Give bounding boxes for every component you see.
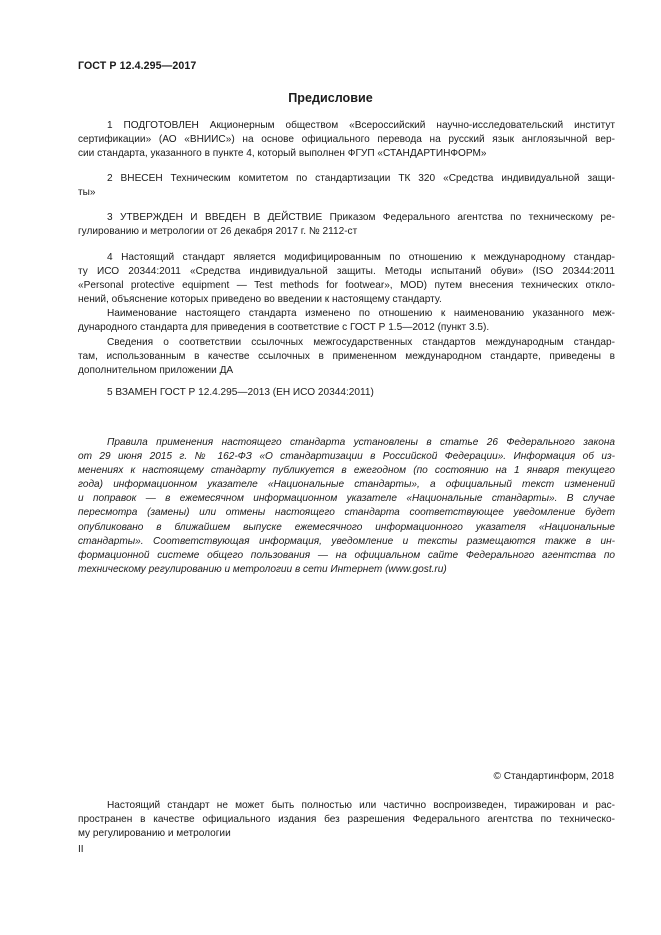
text-line: 5 ВЗАМЕН ГОСТ Р 12.4.295—2013 (ЕН ИСО 20344:2011) (107, 387, 374, 398)
text-line: Правила применения настоящего стандарта установлены в статье 26 Федерального закона (107, 437, 615, 448)
text-line: формационной системе общего пользования — на официальном сайте Федерального агентства по (78, 549, 615, 561)
text-line: сертификации» (АО «ВНИИС») на основе официального перевода на русский язык англоязычной вер- (78, 134, 615, 146)
usage-notice (78, 436, 615, 577)
text-line: Наименование настоящего стандарта изменено по отношению к наименованию указанного меж- (107, 308, 615, 320)
text-line: и поправок — в ежемесячном информационном указателе «Национальные стандарты». В случае (78, 493, 615, 505)
reproduction-notice (78, 799, 615, 841)
foreword-item-5 (78, 386, 615, 400)
text-line: му регулированию и метрологии (78, 828, 231, 840)
text-line: пространен в качестве официального издания без разрешения Федерального агентства по техническо- (78, 814, 615, 826)
text-line: от 29 июня 2015 г. № 162-ФЗ «О стандартизации в Российской Федерации». Информация об из- (78, 451, 615, 463)
text-line: ты» (78, 187, 96, 199)
page-title: Предисловие (288, 91, 373, 105)
text-line: Сведения о соответствии ссылочных межгосударственных стандартов международным стандар- (107, 336, 615, 348)
text-line: стандарты». Соответствующая информация, уведомление и тексты размещаются также в ин- (78, 535, 615, 547)
text-line: техническому регулированию и метрологии в сети Интернет (www.gost.ru) (78, 563, 447, 575)
text-line: там, использованным в качестве ссылочных в примененном международном стандарте, приведены в (78, 350, 615, 362)
foreword-item-2 (78, 172, 615, 200)
text-line: 1 ПОДГОТОВЛЕН Акционерным обществом «Всероссийский научно-исследовательский институт (107, 120, 615, 131)
text-line: опубликовано в ближайшем выпуске ежемесячного информационного указателя «Национальные (78, 521, 615, 533)
text-line: ту ИСО 20344:2011 «Средства индивидуальной защиты. Методы испытаний обуви» (ISO 20344:2011 (78, 266, 615, 278)
text-line: «Personal protective equipment — Test methods for footwear», MOD) путем внесения технических откло- (78, 280, 615, 292)
text-line: дународного стандарта для приведения в соответствие с ГОСТ Р 1.5—2012 (пункт 3.5). (78, 322, 490, 334)
document-code: ГОСТ Р 12.4.295—2017 (78, 60, 197, 72)
foreword-item-3 (78, 211, 615, 239)
text-line: 2 ВНЕСЕН Техническим комитетом по стандартизации ТК 320 «Средства индивидуальной защи- (107, 173, 615, 184)
text-line: нений, объяснение которых приведено во введении к настоящему стандарту. (78, 294, 442, 306)
text-line: гулированию и метрологии от 26 декабря 2017 г. № 2112-ст (78, 226, 358, 238)
copyright-line: © Стандартинформ, 2018 (493, 771, 614, 782)
text-line: дополнительном приложении ДА (78, 364, 234, 376)
text-line: 4 Настоящий стандарт является модифицированным по отношению к международному стандар- (107, 252, 615, 263)
text-line: пересмотра (замены) или отмены настоящего стандарта соответствующее уведомление будет (78, 507, 615, 519)
text-line: года) информационном указателе «Национальные стандарты», а официальный текст изменений (78, 479, 615, 491)
foreword-item-4 (78, 251, 615, 378)
page-number: II (78, 844, 84, 855)
text-line: сии стандарта, указанного в пункте 4, который выполнен ФГУП «СТАНДАРТИНФОРМ» (78, 148, 487, 160)
text-line: Настоящий стандарт не может быть полностью или частично воспроизведен, тиражирован и рас- (107, 800, 615, 811)
text-line: менениях к настоящему стандарту публикуется в ежегодном (по состоянию на 1 января текущего (78, 465, 615, 477)
text-line: 3 УТВЕРЖДЕН И ВВЕДЕН В ДЕЙСТВИЕ Приказом Федерального агентства по техническому ре- (107, 212, 615, 223)
foreword-item-1 (78, 119, 615, 161)
